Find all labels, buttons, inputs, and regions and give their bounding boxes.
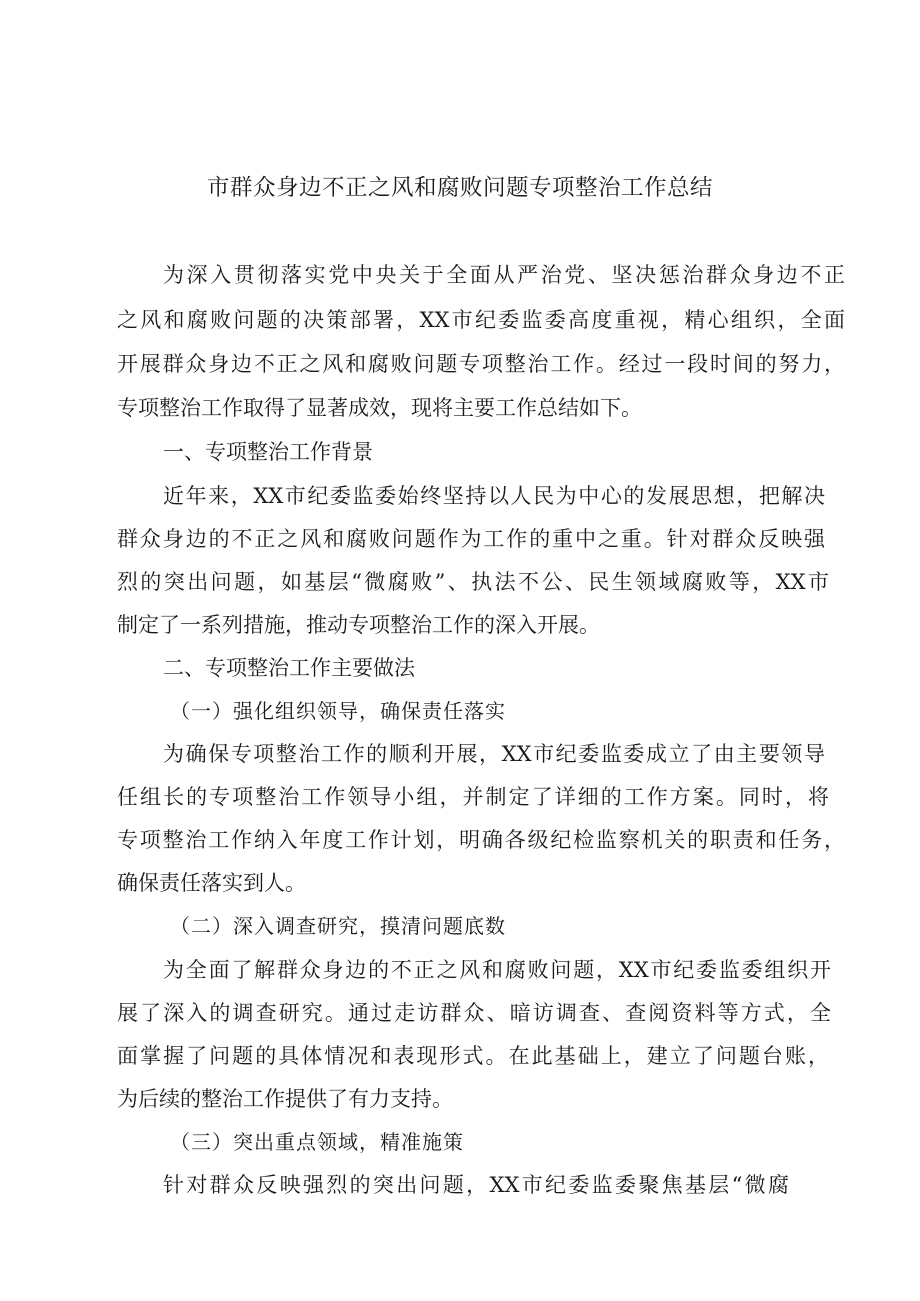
sub3-heading: （三）突出重点领域，精准施策 [170,1130,464,1154]
sub1-heading: （一）强化组织领导，确保责任落实 [170,699,506,723]
sub2-line-4: 为后续的整治工作提供了有力支持。 [117,1087,453,1111]
sub1-line-3: 专项整治工作纳入年度工作计划，明确各级纪检监察机关的职责和任务， [117,828,845,852]
section1-line-4: 制定了一系列措施，推动专项整治工作的深入开展。 [117,613,600,637]
section2-heading: 二、专项整治工作主要做法 [163,656,415,680]
section1-line-2: 群众身边的不正之风和腐败问题作为工作的重中之重。针对群众反映强 [117,527,825,551]
sub2-line-2: 展了深入的调查研究。通过走访群众、暗访调查、查阅资料等方式，全 [117,1001,831,1025]
intro-line-4: 专项整治工作取得了显著成效，现将主要工作总结如下。 [117,396,642,420]
intro-line-3: 开展群众身边不正之风和腐败问题专项整治工作。经过一段时间的努力， [117,352,845,376]
sub2-line-1: 为全面了解群众身边的不正之风和腐败问题，XX市纪委监委组织开 [163,958,831,982]
intro-line-2: 之风和腐败问题的决策部署，XX市纪委监委高度重视，精心组织，全面 [117,308,845,332]
sub1-line-4: 确保责任落实到人。 [117,871,306,895]
section1-line-3: 烈的突出问题，如基层“微腐败”、执法不公、民生领域腐败等，XX市 [117,570,829,594]
section1-heading: 一、专项整治工作背景 [163,440,373,464]
sub2-line-3: 面掌握了问题的具体情况和表现形式。在此基础上，建立了问题台账， [117,1044,829,1068]
sub2-heading: （二）深入调查研究，摸清问题底数 [170,914,506,938]
sub3-line-1: 针对群众反映强烈的突出问题，XX市纪委监委聚焦基层“微腐 [163,1173,789,1197]
sub1-line-1: 为确保专项整治工作的顺利开展，XX市纪委监委成立了由主要领导 [163,742,825,766]
sub1-line-2: 任组长的专项整治工作领导小组，并制定了详细的工作方案。同时，将 [117,785,829,809]
section1-line-1: 近年来，XX市纪委监委始终坚持以人民为中心的发展思想，把解决 [163,484,825,508]
document-title: 市群众身边不正之风和腐败问题专项整治工作总结 [206,175,713,201]
intro-line-1: 为深入贯彻落实党中央关于全面从严治党、坚决惩治群众身边不正 [163,263,845,287]
